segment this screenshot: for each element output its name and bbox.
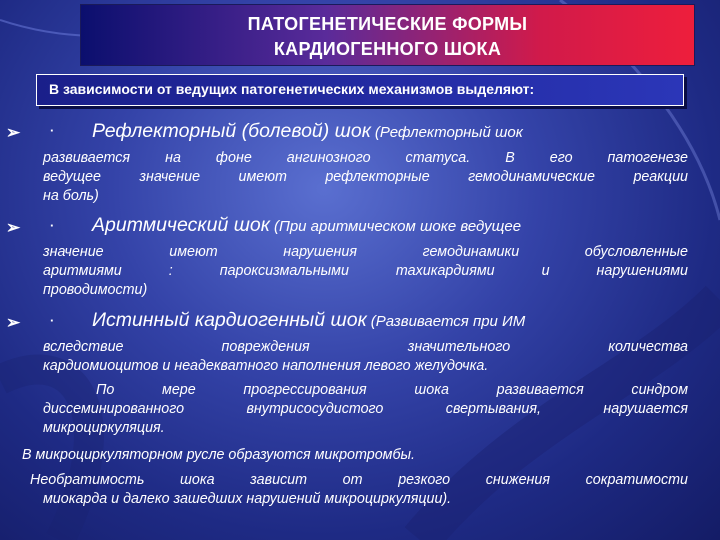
item-3-paren-start: (Развивается при ИМ bbox=[370, 313, 526, 330]
item-3-line-4: диссеминированного внутрисосудистого свертывания, нарушается bbox=[43, 401, 688, 417]
item-2-heading: Аритмический шок bbox=[92, 214, 270, 236]
item-3-line-1: вследствие повреждения значительного количества bbox=[43, 339, 688, 355]
item-1-heading: Рефлекторный (болевой) шок bbox=[92, 120, 371, 142]
intro-text: В зависимости от ведущих патогенетических механизмов выделяют: bbox=[49, 81, 535, 97]
item-2-line-1: значение имеют нарушения гемодинамики обусловленные bbox=[43, 244, 688, 260]
arrow-bullet-icon: ➢ bbox=[6, 313, 21, 332]
extra-line-2: Необратимость шока зависит от резкого снижения сократимости bbox=[30, 472, 688, 488]
extra-line-3: миокарда и далеко зашедших нарушений микроциркуляции). bbox=[43, 491, 452, 507]
item-2-first-line bbox=[92, 216, 688, 236]
title-line-1: ПАТОГЕНЕТИЧЕСКИЕ ФОРМЫ bbox=[247, 14, 528, 34]
item-1-line-2: ведущее значение имеют рефлекторные гемодинамические реакции bbox=[43, 169, 688, 185]
title-line-2: КАРДИОГЕННОГО ШОКА bbox=[273, 39, 502, 59]
item-3-first-line bbox=[92, 311, 688, 331]
intro-box bbox=[36, 74, 684, 106]
item-1-line-1: развивается на фоне ангинозного статуса. В его патогенезе bbox=[43, 150, 688, 166]
arrow-bullet-icon: ➢ bbox=[6, 218, 21, 237]
dot-icon: · bbox=[50, 123, 55, 138]
item-2-paren-start: (При аритмическом шоке ведущее bbox=[273, 218, 522, 235]
item-1-paren-start: (Рефлекторный шок bbox=[374, 124, 523, 141]
item-2-line-2: аритмиями : пароксизмальными тахикардиями и нарушениями bbox=[43, 263, 688, 279]
item-3-heading: Истинный кардиогенный шок bbox=[92, 309, 367, 331]
item-3-line-5: микроциркуляция. bbox=[43, 420, 165, 436]
item-3-line-2: кардиомиоцитов и неадекватного наполнения левого желудочка. bbox=[43, 358, 489, 374]
item-3-line-3: По мере прогрессирования шока развивается синдром bbox=[96, 382, 688, 398]
item-2-line-3: проводимости) bbox=[43, 282, 148, 298]
dot-icon: · bbox=[50, 218, 55, 233]
dot-icon: · bbox=[50, 313, 55, 328]
item-1-first-line bbox=[92, 122, 688, 142]
extra-line-1: В микроциркуляторном русле образуются микротромбы. bbox=[22, 447, 415, 463]
item-1-line-3: на боль) bbox=[43, 188, 99, 204]
arrow-bullet-icon: ➢ bbox=[6, 123, 21, 142]
title-banner bbox=[80, 4, 695, 66]
